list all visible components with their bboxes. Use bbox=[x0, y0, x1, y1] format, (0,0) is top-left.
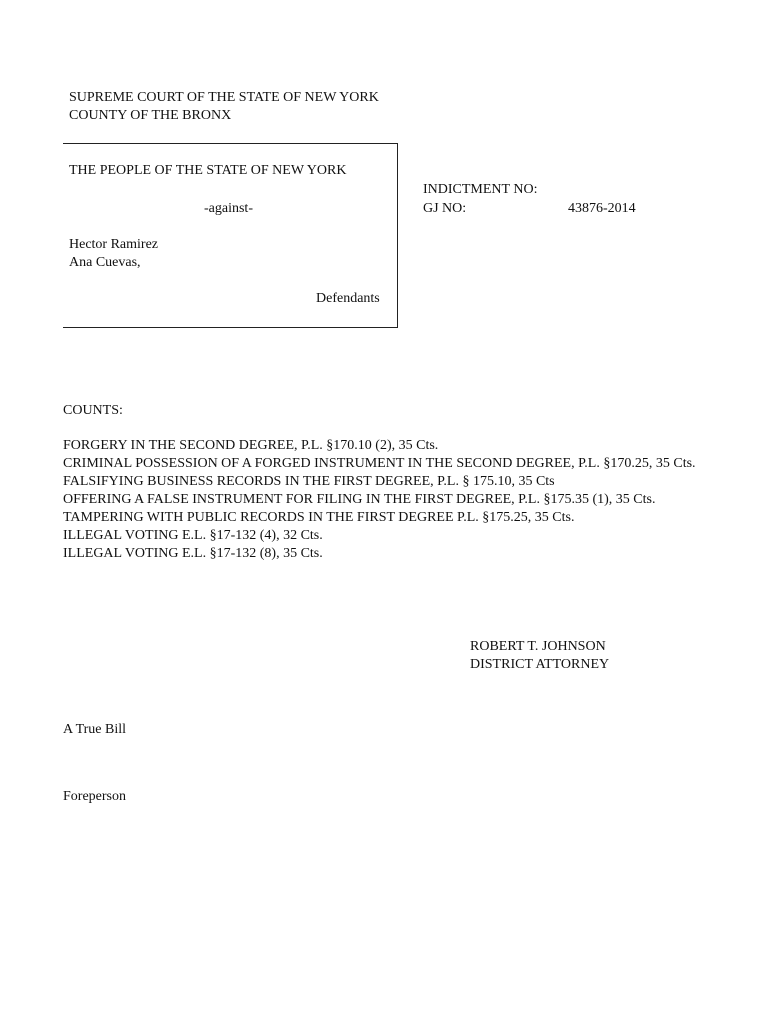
count-item: TAMPERING WITH PUBLIC RECORDS IN THE FIRST DEGREE P.L. §175.25, 35 Cts. bbox=[63, 510, 575, 525]
count-item: ILLEGAL VOTING E.L. §17-132 (4), 32 Cts. bbox=[63, 528, 323, 543]
counts-heading: COUNTS: bbox=[63, 403, 123, 418]
count-item: FALSIFYING BUSINESS RECORDS IN THE FIRST DEGREE, P.L. § 175.10, 35 Cts bbox=[63, 474, 555, 489]
county-name: COUNTY OF THE BRONX bbox=[69, 108, 232, 123]
district-attorney-title: DISTRICT ATTORNEY bbox=[470, 657, 610, 672]
count-item: ILLEGAL VOTING E.L. §17-132 (8), 35 Cts. bbox=[63, 546, 323, 561]
count-item: FORGERY IN THE SECOND DEGREE, P.L. §170.10 (2), 35 Cts. bbox=[63, 438, 439, 453]
defendant-name: Ana Cuevas, bbox=[69, 255, 141, 270]
count-item: CRIMINAL POSSESSION OF A FORGED INSTRUMENT IN THE SECOND DEGREE, P.L. §170.25, 35 Cts. bbox=[63, 456, 696, 471]
indictment-number-label: INDICTMENT NO: bbox=[423, 182, 538, 197]
count-item: OFFERING A FALSE INSTRUMENT FOR FILING IN THE FIRST DEGREE, P.L. §175.35 (1), 35 Cts. bbox=[63, 492, 656, 507]
grand-jury-number-value: 43876-2014 bbox=[568, 201, 636, 216]
grand-jury-number-label: GJ NO: bbox=[423, 201, 467, 216]
foreperson-label: Foreperson bbox=[63, 789, 126, 804]
defendant-name: Hector Ramirez bbox=[69, 237, 159, 252]
plaintiff-name: THE PEOPLE OF THE STATE OF NEW YORK bbox=[69, 163, 347, 178]
district-attorney-signature bbox=[470, 638, 609, 674]
true-bill-label: A True Bill bbox=[63, 722, 127, 737]
court-name: SUPREME COURT OF THE STATE OF NEW YORK bbox=[69, 90, 379, 105]
counts-list bbox=[63, 437, 696, 563]
defendant-list bbox=[69, 236, 158, 272]
against-label: -against- bbox=[204, 201, 253, 216]
defendants-label: Defendants bbox=[316, 291, 380, 306]
district-attorney-name: ROBERT T. JOHNSON bbox=[470, 639, 606, 654]
court-header bbox=[69, 89, 379, 125]
